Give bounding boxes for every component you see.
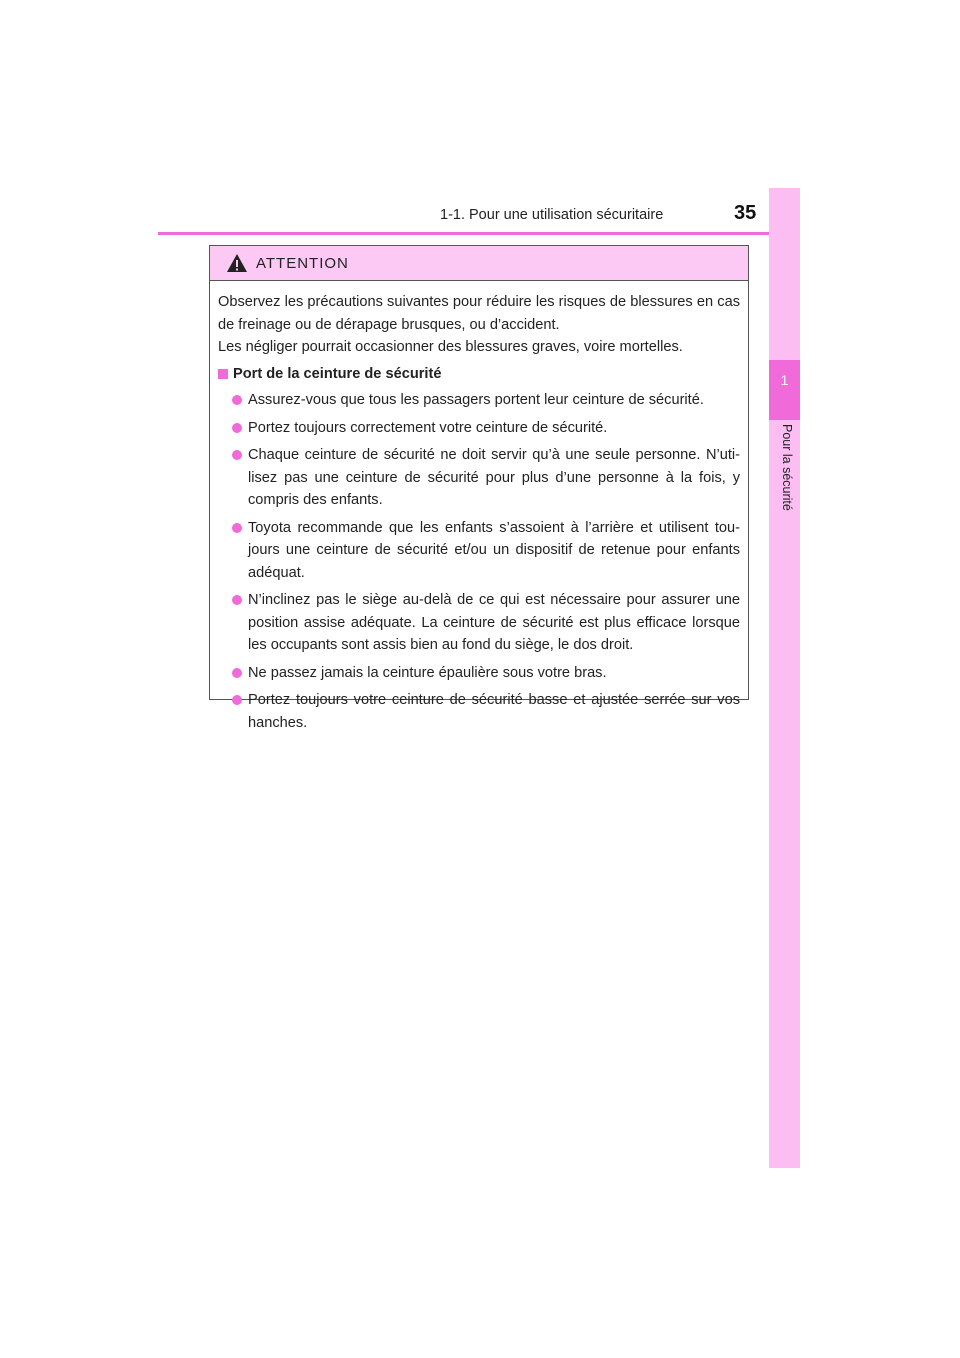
- list-item-text: Ne passez jamais la ceinture épaulière sous votre bras.: [248, 664, 607, 681]
- page-number: 35: [734, 202, 757, 224]
- chapter-label: Pour la sécurité: [780, 424, 794, 511]
- circle-bullet-icon: [232, 395, 242, 405]
- circle-bullet-icon: [232, 450, 242, 460]
- circle-bullet-icon: [232, 695, 242, 705]
- warning-triangle-icon: [226, 253, 248, 273]
- chapter-number: 1: [780, 372, 789, 388]
- list-item: [248, 589, 740, 657]
- list-item: [248, 517, 740, 585]
- chapter-tab-active[interactable]: [769, 360, 800, 420]
- intro-line: Observez les précautions suivantes pour réduire les risques de blessures en cas de freinage ou de dérapage brusques, ou d’accident.: [218, 294, 740, 333]
- list-item: [248, 689, 740, 734]
- warning-title: ATTENTION: [256, 254, 349, 272]
- chapter-side-tab: [769, 188, 800, 1168]
- list-item-text: Portez toujours votre ceinture de sécurité basse et ajustée serrée sur vos hanches.: [248, 692, 740, 731]
- list-item: [248, 389, 740, 412]
- list-item: [248, 417, 740, 440]
- list-item-text: N’inclinez pas le siège au-delà de ce qui est nécessaire pour assurer une position assise adéquate. La ceinture de sécurité est plus efficace lorsque les occupants sont assis bien au fond du siège, le dos droit.: [248, 592, 740, 653]
- intro-line: Les négliger pourrait occasionner des blessures graves, voire mortelles.: [218, 339, 683, 355]
- section-title: 1-1. Pour une utilisation sécuritaire: [440, 207, 664, 223]
- header-rule: [158, 232, 798, 235]
- warning-subheading: [218, 363, 740, 386]
- list-item-text: Chaque ceinture de sécurité ne doit servir qu’à une seule personne. N’uti-lisez pas une ceinture de sécurité pour plus d’une personne à la fois, y compris des enfants.: [248, 447, 740, 508]
- circle-bullet-icon: [232, 423, 242, 433]
- list-item-text: Portez toujours correctement votre ceinture de sécurité.: [248, 419, 608, 436]
- list-item-text: Toyota recommande que les enfants s’assoient à l’arrière et utilisent tou-jours une ceinture de sécurité et/ou un dispositif de retenue pour enfants adéquat.: [248, 519, 740, 581]
- list-item-text: Assurez-vous que tous les passagers portent leur ceinture de sécurité.: [248, 392, 704, 408]
- subheading-text: Port de la ceinture de sécurité: [233, 365, 442, 382]
- bullet-list: [218, 389, 740, 734]
- square-bullet-icon: [218, 369, 228, 379]
- warning-body: [210, 281, 748, 734]
- warning-header: [210, 246, 748, 281]
- circle-bullet-icon: [232, 595, 242, 605]
- list-item: [248, 444, 740, 512]
- list-item: [248, 662, 740, 685]
- warning-intro: [218, 291, 740, 359]
- warning-box: [209, 245, 749, 731]
- circle-bullet-icon: [232, 668, 242, 678]
- circle-bullet-icon: [232, 523, 242, 533]
